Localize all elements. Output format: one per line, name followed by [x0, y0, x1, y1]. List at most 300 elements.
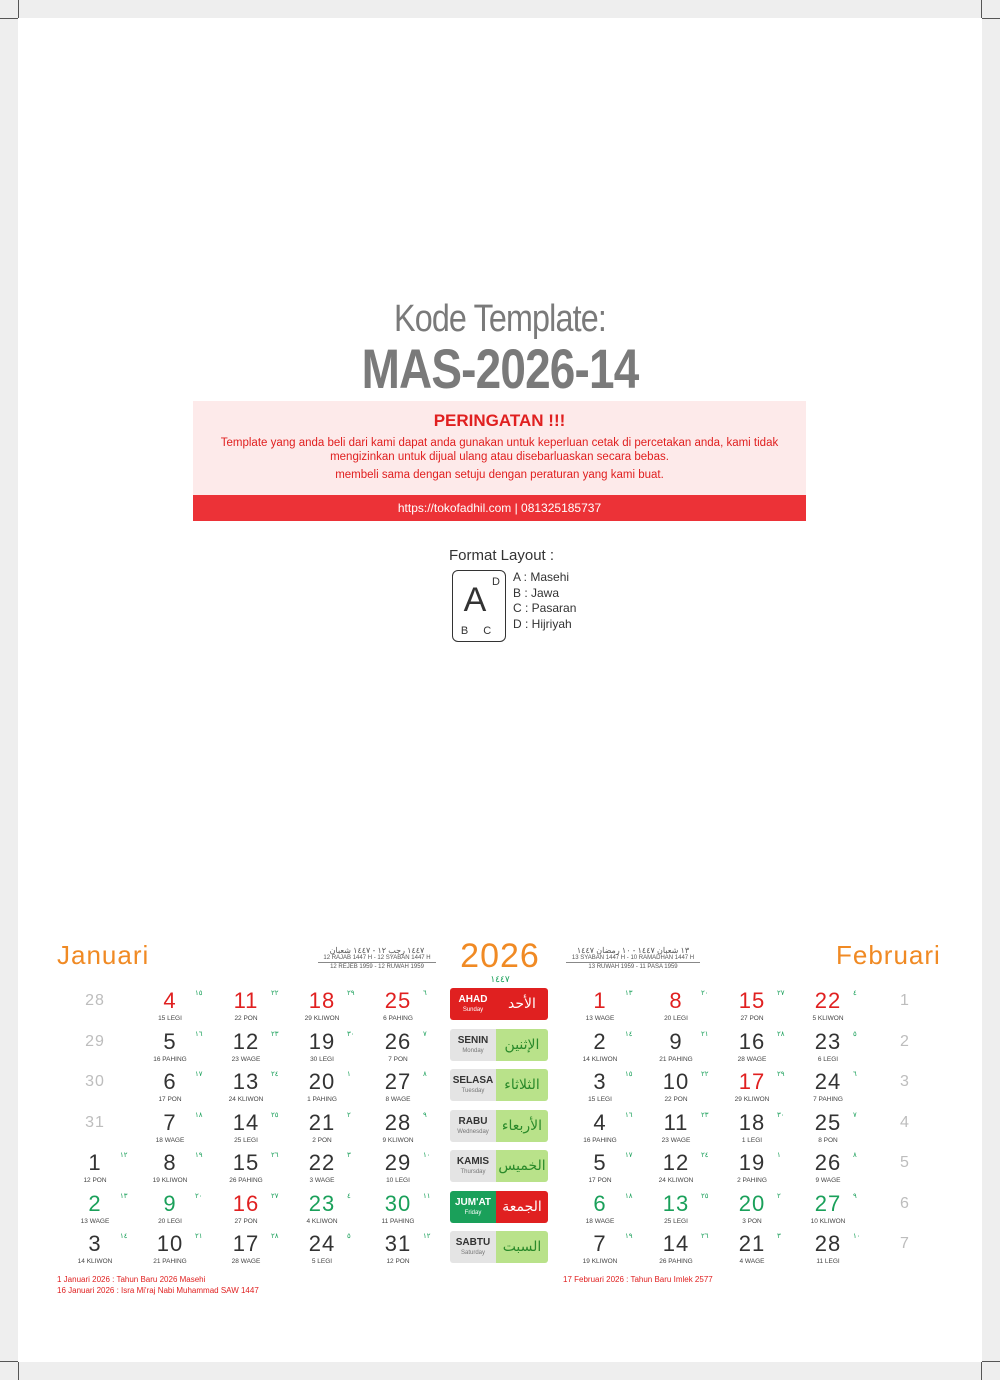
date-number: 4	[593, 1109, 607, 1135]
date-cell	[70, 1231, 140, 1269]
day-name-arabic: الثلاثاء	[496, 1069, 548, 1101]
date-cell	[297, 1150, 367, 1188]
date-number: 2	[900, 1032, 910, 1050]
date-cell	[727, 1110, 797, 1148]
date-number: 9	[163, 1190, 177, 1216]
javanese-date: 29 KLIWON	[304, 1015, 340, 1022]
javanese-date: 28 WAGE	[231, 1258, 261, 1265]
format-list	[513, 570, 576, 632]
hijri-date: ١٥	[195, 990, 203, 997]
date-cell	[70, 988, 140, 1026]
javanese-date: 9 KLIWON	[382, 1136, 414, 1144]
date-cell	[575, 1231, 645, 1269]
hijri-date: ٤	[853, 990, 857, 997]
date-cell	[221, 1069, 291, 1107]
day-name: SENIN	[457, 1034, 489, 1046]
date-number: 20	[738, 1190, 766, 1216]
date-cell	[145, 1150, 215, 1188]
date-cell	[727, 1069, 797, 1107]
date-number: 5	[163, 1028, 177, 1054]
javanese-date: 1 PAHING	[307, 1096, 337, 1103]
hijri-date: ٢٩	[777, 1071, 785, 1078]
format-d: D	[492, 576, 500, 588]
hijri-date: ٢٥	[701, 1192, 709, 1200]
day-label-box	[450, 988, 496, 1020]
hijri-date: ٦	[853, 1071, 857, 1078]
date-number: 25	[814, 1109, 842, 1135]
javanese-date: 3 PON	[742, 1217, 762, 1225]
day-name: SELASA	[452, 1075, 494, 1086]
hijri-date: ١٤	[120, 1233, 128, 1240]
date-cell	[727, 1150, 797, 1188]
date-number: 23	[308, 1190, 336, 1216]
date-number: 9	[669, 1028, 683, 1054]
javanese-date: 4 KLIWON	[306, 1217, 338, 1225]
hijri-date: ٢٠	[195, 1192, 203, 1200]
format-legend-box	[452, 570, 506, 642]
holiday-note: 16 Januari 2026 : Isra Mi'raj Nabi Muhammad SAW 1447	[57, 1286, 259, 1295]
javanese-date: 28 WAGE	[737, 1055, 767, 1063]
warning-text-2: membeli sama dengan setuju dengan peraturan yang kami buat.	[335, 469, 664, 481]
javanese-date: 5 LEGI	[311, 1258, 333, 1265]
date-cell	[145, 1110, 215, 1148]
date-number: 6	[593, 1190, 607, 1216]
hijri-date: ١٧	[625, 1152, 633, 1159]
javanese-date: 13 WAGE	[585, 1015, 615, 1022]
hijri-date: ٢٦	[701, 1233, 709, 1240]
date-number: 21	[308, 1109, 336, 1135]
date-number: 3	[88, 1231, 102, 1256]
date-cell	[803, 1069, 873, 1107]
day-label-box	[450, 1069, 496, 1101]
hijri-date: ٣	[347, 1152, 351, 1159]
day-name-english: Monday	[462, 1047, 484, 1054]
date-number: 31	[85, 1113, 105, 1131]
day-name-arabic: الأحد	[496, 988, 548, 1020]
hijri-date: ٣٠	[347, 1030, 355, 1038]
javanese-date: 17 PON	[588, 1177, 612, 1184]
date-number: 28	[85, 992, 105, 1009]
date-cell	[651, 1231, 721, 1269]
date-cell	[373, 1069, 443, 1107]
hijri-date: ٢٢	[271, 990, 279, 997]
date-cell	[803, 1029, 873, 1067]
javanese-date: 20 LEGI	[158, 1217, 182, 1225]
date-number: 6	[163, 1069, 177, 1094]
hijri-date: ٢٣	[271, 1030, 279, 1038]
hijri-header-left	[318, 946, 436, 970]
year-title: 2026	[460, 937, 540, 975]
hijri-date: ١	[777, 1152, 781, 1159]
hijri-date: ٢٣	[701, 1111, 709, 1119]
day-label-box	[450, 1029, 496, 1061]
date-number: 29	[384, 1150, 412, 1175]
date-cell	[145, 1069, 215, 1107]
javanese-date: 2 PAHING	[737, 1177, 767, 1184]
hijri-date: ٣٠	[777, 1111, 785, 1119]
hijri-date: ٥	[347, 1233, 351, 1240]
hijri-date: ٤	[347, 1192, 351, 1200]
javanese-date: 6 LEGI	[817, 1055, 839, 1063]
day-name-arabic: الخميس	[496, 1150, 548, 1182]
date-cell	[373, 988, 443, 1026]
javanese-date: 26 PAHING	[659, 1258, 693, 1265]
javanese-date: 14 KLIWON	[582, 1055, 618, 1063]
javanese-date: 16 PAHING	[153, 1055, 187, 1063]
format-item: A : Masehi	[513, 570, 570, 584]
day-name-arabic: الأربعاء	[496, 1110, 548, 1142]
date-number: 31	[384, 1231, 412, 1256]
hijri-date: ٧	[853, 1111, 857, 1119]
date-cell	[221, 1110, 291, 1148]
javanese-date: 21 PAHING	[153, 1258, 187, 1265]
javanese-date: 16 PAHING	[583, 1136, 617, 1144]
crop-mark	[18, 1362, 19, 1380]
crop-mark	[981, 1362, 982, 1380]
hijri-date: ٢٧	[777, 990, 785, 997]
date-cell	[297, 988, 367, 1026]
format-item: B : Jawa	[513, 585, 560, 600]
hijri-date: ٢٥	[271, 1111, 279, 1119]
date-cell	[651, 1150, 721, 1188]
day-label-sabtu	[450, 1231, 548, 1265]
date-cell	[373, 1150, 443, 1188]
date-number: 12	[662, 1150, 690, 1175]
day-name-english: Sunday	[462, 1007, 484, 1013]
javanese-date: 19 KLIWON	[582, 1258, 618, 1265]
hijri-date: ٥	[853, 1030, 857, 1038]
date-number: 23	[814, 1028, 842, 1054]
javanese-date: 21 PAHING	[659, 1055, 693, 1063]
day-label-box	[450, 1150, 496, 1182]
javanese-date: 24 KLIWON	[228, 1096, 264, 1103]
date-number: 5	[593, 1150, 607, 1175]
javanese-date: 22 PON	[234, 1015, 258, 1022]
hijri-date: ١٠	[423, 1152, 431, 1159]
next-month-date	[880, 1231, 950, 1269]
date-number: 6	[900, 1194, 910, 1212]
date-cell	[727, 1231, 797, 1269]
day-name-english: Wednesday	[457, 1128, 489, 1135]
crop-mark	[0, 1361, 18, 1362]
day-label-ahad	[450, 988, 548, 1022]
javanese-date: 6 PAHING	[383, 1015, 413, 1022]
date-cell	[373, 1231, 443, 1269]
date-number: 25	[384, 988, 412, 1013]
date-number: 14	[232, 1109, 260, 1135]
date-number: 15	[738, 988, 766, 1013]
hijri-date: ١١	[423, 1192, 431, 1200]
javanese-date: 22 PON	[664, 1096, 688, 1103]
date-cell	[70, 1029, 140, 1067]
javanese-date: 23 WAGE	[231, 1055, 261, 1063]
format-title: Format Layout :	[449, 547, 555, 564]
javanese-date: 10 LEGI	[386, 1177, 410, 1184]
date-number: 22	[814, 988, 842, 1013]
date-number: 15	[232, 1150, 260, 1175]
date-number: 19	[738, 1150, 766, 1175]
javanese-date: 5 KLIWON	[812, 1015, 844, 1022]
date-number: 30	[384, 1190, 412, 1216]
hijri-date: ٢٤	[701, 1152, 709, 1159]
hijri-date: ٢	[347, 1111, 351, 1119]
date-number: 7	[900, 1235, 910, 1252]
javanese-date: 20 LEGI	[664, 1015, 688, 1022]
warning-text: Template yang anda beli dari kami dapat anda gunakan untuk keperluan cetak di percetakan anda, kami tidak mengizinkan untuk dijual ulang atau disebarluaskan secara bebas.	[220, 437, 779, 463]
holiday-note: 1 Januari 2026 : Tahun Baru 2026 Masehi	[57, 1275, 206, 1284]
date-cell	[221, 1029, 291, 1067]
hijri-date: ١٤	[625, 1030, 633, 1038]
day-name-english: Thursday	[460, 1169, 486, 1175]
javanese-date: 7 PON	[388, 1055, 408, 1063]
date-number: 27	[384, 1069, 412, 1094]
holiday-notes-right	[563, 1274, 713, 1285]
hijri-date: ١٣	[625, 990, 633, 997]
hijri-header-line1: 13 SYABAN 1447 H - 10 RAMADHAN 1447 H	[571, 955, 695, 961]
date-number: 14	[662, 1231, 690, 1256]
date-cell	[145, 988, 215, 1026]
date-number: 17	[232, 1231, 260, 1256]
javanese-date: 10 KLIWON	[810, 1217, 846, 1225]
date-cell	[651, 988, 721, 1026]
date-number: 16	[232, 1190, 260, 1216]
javanese-date: 15 LEGI	[158, 1015, 182, 1022]
day-name: KAMIS	[456, 1156, 490, 1167]
day-label-senin	[450, 1029, 548, 1063]
hijri-date: ١٥	[625, 1071, 633, 1078]
day-label-box	[450, 1191, 496, 1223]
javanese-date: 1 LEGI	[741, 1136, 763, 1144]
hijri-date: ٢٦	[271, 1152, 279, 1159]
hijri-date: ١٦	[195, 1030, 203, 1038]
date-number: 1	[593, 988, 607, 1013]
date-cell	[803, 1191, 873, 1229]
date-number: 13	[232, 1069, 260, 1094]
hijri-date: ٣	[777, 1233, 781, 1240]
date-cell	[575, 1029, 645, 1067]
date-number: 8	[669, 988, 683, 1013]
format-bc: B C	[460, 625, 498, 637]
date-cell	[373, 1110, 443, 1148]
javanese-date: 17 PON	[158, 1096, 182, 1103]
day-label-box	[450, 1110, 496, 1142]
date-cell	[803, 988, 873, 1026]
hijri-date: ١٢	[423, 1233, 431, 1240]
date-cell	[651, 1069, 721, 1107]
javanese-date: 2 PON	[312, 1136, 332, 1144]
date-cell	[70, 1069, 140, 1107]
javanese-date: 18 WAGE	[585, 1217, 615, 1225]
next-month-date	[880, 1029, 950, 1067]
javanese-date: 11 PAHING	[381, 1217, 415, 1225]
javanese-date: 29 KLIWON	[734, 1096, 770, 1103]
day-label-rabu	[450, 1110, 548, 1144]
next-month-date	[880, 988, 950, 1026]
day-name-english: Saturday	[460, 1250, 485, 1256]
day-name-arabic: الإثنين	[496, 1029, 548, 1061]
javanese-date: 24 KLIWON	[658, 1177, 694, 1184]
javanese-date: 9 WAGE	[815, 1177, 841, 1184]
date-cell	[70, 1150, 140, 1188]
date-cell	[575, 988, 645, 1026]
crop-mark	[982, 18, 1000, 19]
date-cell	[145, 1191, 215, 1229]
date-cell	[651, 1191, 721, 1229]
javanese-date: 8 WAGE	[385, 1096, 411, 1103]
javanese-date: 23 WAGE	[661, 1136, 691, 1144]
crop-mark	[982, 1361, 1000, 1362]
date-cell	[297, 1231, 367, 1269]
date-number: 1	[900, 992, 910, 1009]
date-number: 24	[814, 1069, 842, 1094]
date-cell	[727, 988, 797, 1026]
day-name-arabic: الجمعة	[496, 1191, 548, 1223]
holiday-notes-left	[57, 1274, 259, 1296]
javanese-date: 26 PAHING	[229, 1177, 263, 1184]
next-month-date	[880, 1191, 950, 1229]
hijri-header-line2: 12 REJEB 1959 - 12 RUWAH 1959	[330, 964, 424, 970]
hijri-date: ٢٨	[271, 1233, 279, 1240]
date-number: 26	[384, 1028, 412, 1054]
javanese-date: 7 PAHING	[813, 1096, 843, 1103]
contact-bar: https://tokofadhil.com | 081325185737	[193, 495, 806, 521]
hijri-date: ٢٩	[347, 990, 355, 997]
javanese-date: 8 PON	[818, 1136, 838, 1144]
javanese-date: 12 PON	[386, 1258, 410, 1265]
next-month-date	[880, 1150, 950, 1188]
date-number: 13	[662, 1190, 690, 1216]
date-number: 10	[156, 1231, 184, 1256]
hijri-date: ١	[347, 1071, 351, 1078]
hijri-date: ٨	[853, 1152, 857, 1159]
javanese-date: 3 WAGE	[309, 1177, 335, 1184]
date-cell	[373, 1029, 443, 1067]
day-name: AHAD	[458, 994, 488, 1005]
date-number: 16	[738, 1028, 766, 1054]
date-number: 18	[308, 988, 336, 1013]
hijri-date: ١٦	[625, 1111, 633, 1119]
date-number: 29	[85, 1032, 105, 1050]
hijri-date: ٧	[423, 1030, 427, 1038]
month-title-februari: Februari	[836, 940, 941, 970]
day-name: SABTU	[455, 1237, 491, 1248]
hijri-date: ٩	[423, 1111, 427, 1119]
kode-label: Kode Template:	[394, 298, 606, 340]
date-number: 1	[88, 1150, 102, 1175]
hijri-date: ٢٢	[701, 1071, 709, 1078]
hijri-date: ١٩	[195, 1152, 203, 1159]
hijri-date: ١٠	[853, 1233, 861, 1240]
date-number: 2	[593, 1028, 607, 1054]
date-number: 4	[163, 988, 177, 1013]
date-cell	[575, 1191, 645, 1229]
hijri-date: ١٨	[625, 1192, 633, 1200]
date-cell	[221, 1150, 291, 1188]
format-a: A	[463, 581, 487, 619]
date-number: 27	[814, 1190, 842, 1216]
date-cell	[297, 1029, 367, 1067]
date-cell	[651, 1029, 721, 1067]
hijri-date: ٨	[423, 1071, 427, 1078]
date-number: 12	[232, 1028, 260, 1054]
hijri-header-line2: 13 RUWAH 1959 - 11 PASA 1959	[588, 964, 678, 970]
hijri-date: ٢٠	[701, 990, 709, 997]
day-label-selasa	[450, 1069, 548, 1103]
hijri-date: ٢	[777, 1192, 781, 1200]
hijri-header-arabic: ١٤٤٧ رجب ١٢ - ١٤٤٧ شعبان	[329, 946, 425, 955]
date-number: 28	[384, 1109, 412, 1135]
date-number: 22	[308, 1150, 336, 1175]
date-cell	[575, 1150, 645, 1188]
hijri-header-right	[566, 946, 700, 970]
date-number: 19	[308, 1028, 336, 1054]
day-name-arabic: السبت	[496, 1231, 548, 1263]
hijri-date: ٢٧	[271, 1192, 279, 1200]
day-name-english: Friday	[464, 1209, 482, 1216]
holiday-note: 17 Februari 2026 : Tahun Baru Imlek 2577	[563, 1275, 713, 1284]
date-number: 3	[593, 1069, 607, 1094]
javanese-date: 11 LEGI	[816, 1258, 840, 1265]
hijri-date: ١٩	[625, 1233, 633, 1240]
date-number: 2	[88, 1190, 102, 1216]
date-number: 18	[738, 1109, 766, 1135]
date-cell	[803, 1110, 873, 1148]
date-number: 5	[900, 1154, 910, 1171]
javanese-date: 25 LEGI	[234, 1136, 258, 1144]
javanese-date: 14 KLIWON	[77, 1258, 113, 1265]
day-label-jumat	[450, 1191, 548, 1225]
date-number: 7	[593, 1231, 607, 1256]
date-cell	[575, 1069, 645, 1107]
date-number: 17	[738, 1069, 766, 1094]
hijri-date: ٢١	[195, 1233, 203, 1240]
date-cell	[297, 1069, 367, 1107]
javanese-date: 30 LEGI	[310, 1055, 334, 1063]
date-cell	[221, 1231, 291, 1269]
hijri-header-line1: 12 RAJAB 1447 H - 12 SYABAN 1447 H	[323, 955, 431, 961]
hijri-date: ١٢	[120, 1152, 128, 1159]
date-cell	[145, 1029, 215, 1067]
date-number: 30	[85, 1073, 105, 1090]
date-cell	[70, 1191, 140, 1229]
hijri-date: ٢٤	[271, 1071, 279, 1078]
date-number: 24	[308, 1231, 336, 1256]
date-cell	[145, 1231, 215, 1269]
date-cell	[727, 1191, 797, 1229]
hijri-date: ١٧	[195, 1071, 203, 1078]
crop-mark	[981, 0, 982, 18]
hijri-date: ١٣	[120, 1192, 128, 1200]
hijri-header-arabic: ١٣ شعبان ١٤٤٧ - ١٠ رمضان ١٤٤٧	[576, 946, 690, 955]
javanese-date: 18 WAGE	[155, 1136, 185, 1144]
hijri-date: ٢١	[701, 1030, 709, 1038]
day-name: RABU	[458, 1115, 488, 1127]
warning-title: PERINGATAN !!!	[433, 411, 566, 430]
day-name-english: Tuesday	[461, 1088, 485, 1094]
javanese-date: 12 PON	[83, 1177, 107, 1184]
date-cell	[651, 1110, 721, 1148]
date-number: 28	[814, 1231, 842, 1256]
date-cell	[221, 988, 291, 1026]
date-number: 20	[308, 1069, 336, 1094]
kode-value: MAS-2026-14	[361, 337, 639, 400]
date-number: 11	[233, 988, 259, 1013]
javanese-date: 4 WAGE	[739, 1258, 765, 1265]
date-cell	[373, 1191, 443, 1229]
hijri-date: ١٨	[195, 1111, 203, 1119]
date-number: 3	[900, 1073, 910, 1090]
next-month-date	[880, 1069, 950, 1107]
